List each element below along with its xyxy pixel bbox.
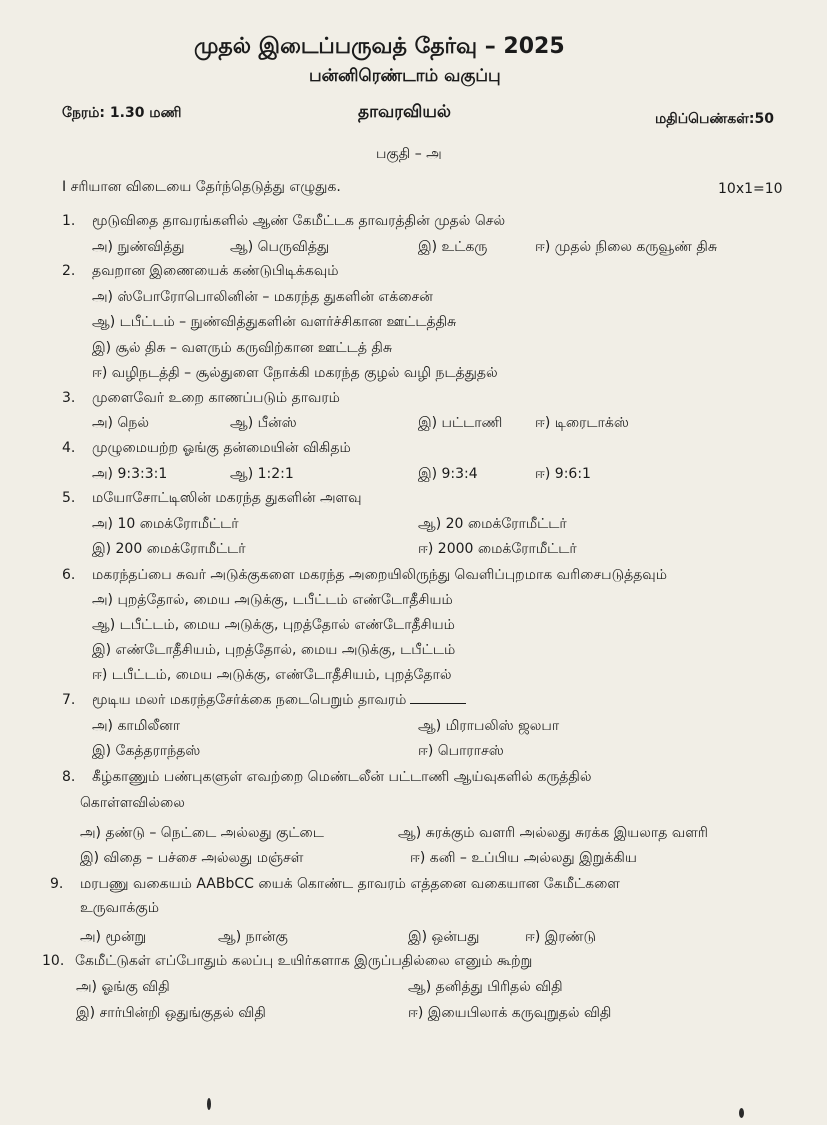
option-d: ஈ) கனி – உப்பிய அல்லது இறுக்கிய <box>410 850 637 866</box>
exam-duration: நேரம்: 1.30 மணி <box>62 105 182 121</box>
section-marks: 10x1=10 <box>718 181 783 197</box>
option-b: ஆ) டபீட்டம் – நுண்வித்துகளின் வளர்ச்சிகான ஊட்டத்திசு <box>92 314 457 330</box>
question-text: மூடுவிதை தாவரங்களில் ஆண் கேமீட்டக தாவரத்தின் முதல் செல் <box>92 213 506 229</box>
option-b: ஆ) நான்கு <box>218 929 288 945</box>
question-text-continued: கொள்ளவில்லை <box>80 795 185 811</box>
option-a: அ) காமிலீனா <box>92 718 181 734</box>
option-a: அ) நெல் <box>92 415 149 431</box>
option-d: ஈ) டபீட்டம், மைய அடுக்கு, எண்டோதீசியம், புறத்தோல் <box>92 667 452 683</box>
option-c: இ) 9:3:4 <box>418 466 478 482</box>
option-c: இ) சூல் திசு – வளரும் கருவிற்கான ஊட்டத் திசு <box>92 340 392 356</box>
option-d: ஈ) 9:6:1 <box>535 466 591 482</box>
option-a: அ) 10 மைக்ரோமீட்டர் <box>92 516 239 532</box>
question-number: 7. <box>62 692 76 708</box>
option-a: அ) மூன்று <box>80 929 147 945</box>
section-instruction: I சரியான விடையை தேர்ந்தெடுத்து எழுதுக. <box>62 179 341 195</box>
question-number: 6. <box>62 567 76 583</box>
option-d: ஈ) இரண்டு <box>525 929 596 945</box>
answer-blank <box>410 691 466 704</box>
option-d: ஈ) 2000 மைக்ரோமீட்டர் <box>418 541 577 557</box>
question-text: கீழ்காணும் பண்புகளுள் எவற்றை மெண்டலீன் பட்டாணி ஆய்வுகளில் கருத்தில் <box>92 769 592 785</box>
option-b: ஆ) தனித்து பிரிதல் விதி <box>408 979 563 995</box>
question-text: தவறான இணையைக் கண்டுபிடிக்கவும் <box>92 263 339 279</box>
question-text: மகரந்தப்பை சுவர் அடுக்குகளை மகரந்த அறையிலிருந்து வெளிப்புறமாக வரிசைபடுத்தவும் <box>92 567 667 583</box>
question-text-label: மூடிய மலர் மகரந்தசேர்க்கை நடைபெறும் தாவரம் <box>92 692 407 708</box>
option-b: ஆ) டபீட்டம், மைய அடுக்கு, புறத்தோல் எண்டோதீசியம் <box>92 617 455 633</box>
option-c: இ) உட்கரு <box>418 239 488 255</box>
question-text: கேமீட்டுகள் எப்போதும் கலப்பு உயிர்களாக இருப்பதில்லை எனும் கூற்று <box>75 953 533 969</box>
question-number: 9. <box>50 876 64 892</box>
question-number: 2. <box>62 263 76 279</box>
question-number: 4. <box>62 440 76 456</box>
question-number: 5. <box>62 490 76 506</box>
question-text: மயோசோட்டிஸின் மகரந்த துகளின் அளவு <box>92 490 362 506</box>
question-text: முழுமையற்ற ஓங்கு தன்மையின் விகிதம் <box>92 440 351 456</box>
question-number: 3. <box>62 390 76 406</box>
option-d: ஈ) டிரைடாக்ஸ் <box>535 415 629 431</box>
scan-speck <box>739 1108 744 1118</box>
option-b: ஆ) 20 மைக்ரோமீட்டர் <box>418 516 567 532</box>
option-c: இ) சார்பின்றி ஒதுங்குதல் விதி <box>76 1005 266 1021</box>
option-c: இ) விதை – பச்சை அல்லது மஞ்சள் <box>80 850 304 866</box>
option-a: அ) ஓங்கு விதி <box>76 979 170 995</box>
option-c: இ) கேத்தராந்தஸ் <box>92 743 201 759</box>
option-b: ஆ) மிராபலிஸ் ஜலபா <box>418 718 560 734</box>
question-text-continued: உருவாக்கும் <box>80 900 159 916</box>
option-a: அ) ஸ்போரோபொலினின் – மகரந்த துகளின் எக்சைன் <box>92 289 433 305</box>
option-a: அ) நுண்வித்து <box>92 239 185 255</box>
option-b: ஆ) பீன்ஸ் <box>230 415 297 431</box>
part-heading: பகுதி – அ <box>376 146 442 162</box>
option-c: இ) 200 மைக்ரோமீட்டர் <box>92 541 246 557</box>
option-c: இ) எண்டோதீசியம், புறத்தோல், மைய அடுக்கு, டபீட்டம் <box>92 642 456 658</box>
subject-name: தாவரவியல் <box>358 102 452 122</box>
question-text: மரபணு வகையம் AABbCC யைக் கொண்ட தாவரம் எத்தனை வகையான கேமீட்களை <box>80 876 620 892</box>
option-d: ஈ) வழிநடத்தி – சூல்துளை நோக்கி மகரந்த குழல் வழி நடத்துதல் <box>92 365 498 381</box>
option-b: ஆ) சுரக்கும் வளரி அல்லது சுரக்க இயலாத வளரி <box>398 825 708 841</box>
option-a: அ) 9:3:3:1 <box>92 466 168 482</box>
option-b: ஆ) 1:2:1 <box>230 466 294 482</box>
question-number: 8. <box>62 769 76 785</box>
question-number: 1. <box>62 213 76 229</box>
question-text: முளைவேர் உறை காணப்படும் தாவரம் <box>92 390 340 406</box>
class-name: பன்னிரெண்டாம் வகுப்பு <box>309 66 501 86</box>
option-a: அ) தண்டு – நெட்டை அல்லது குட்டை <box>80 825 324 841</box>
question-number: 10. <box>42 953 65 969</box>
question-text <box>92 691 466 709</box>
exam-title: முதல் இடைப்பருவத் தேர்வு – 2025 <box>194 34 565 59</box>
option-d: ஈ) பொராசஸ் <box>418 743 504 759</box>
option-a: அ) புறத்தோல், மைய அடுக்கு, டபீட்டம் எண்டோதீசியம் <box>92 592 453 608</box>
option-b: ஆ) பெருவித்து <box>230 239 330 255</box>
option-d: ஈ) முதல் நிலை கருவூண் திசு <box>535 239 718 255</box>
option-d: ஈ) இயைபிலாக் கருவுறுதல் விதி <box>408 1005 612 1021</box>
total-marks: மதிப்பெண்கள்:50 <box>655 111 774 127</box>
option-c: இ) பட்டாணி <box>418 415 503 431</box>
option-c: இ) ஒன்பது <box>408 929 480 945</box>
scan-speck <box>207 1098 211 1110</box>
